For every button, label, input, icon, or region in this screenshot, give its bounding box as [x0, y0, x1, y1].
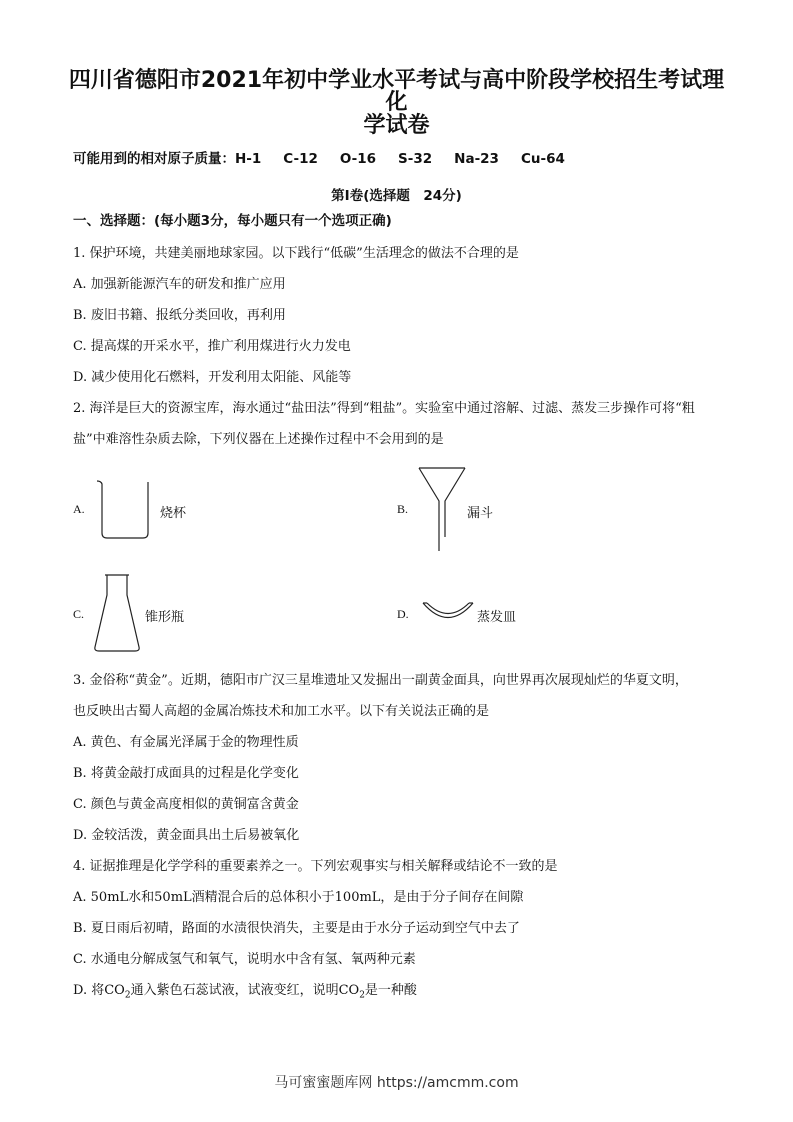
funnel-icon: [418, 467, 468, 553]
q1-option-a: A. 加强新能源汽车的研发和推广应用: [73, 277, 286, 292]
q4-option-c: C. 水通电分解成氢气和氧气，说明水中含有氢、氧两种元素: [73, 952, 416, 967]
footer-watermark: 马可蜜蜜题库网 https://amcmm.com: [274, 1075, 519, 1091]
q3-stem-line2: 也反映出古蜀人高超的金属冶炼技术和加工水平。以下有关说法正确的是: [73, 704, 490, 719]
exam-title-line2: 学试卷: [363, 113, 430, 138]
q3-option-a: A. 黄色、有金属光泽属于金的物理性质: [73, 735, 299, 750]
beaker-icon: [95, 478, 155, 540]
atomic-mass-s: S-32: [398, 151, 433, 167]
q2-option-c-name: 锥形瓶: [145, 610, 185, 625]
q1-option-d: D. 减少使用化石燃料，开发利用太阳能、风能等: [73, 370, 352, 385]
q2-option-b-letter: B.: [397, 502, 409, 516]
atomic-mass-c: C-12: [283, 151, 318, 167]
q4-stem: 4. 证据推理是化学学科的重要素养之一。下列宏观事实与相关解释或结论不一致的是: [73, 859, 558, 874]
q2-option-a-name: 烧杯: [160, 506, 187, 521]
exam-title-line1: 四川省德阳市2021年初中学业水平考试与高中阶段学校招生考试理化: [68, 68, 725, 115]
q3-option-b: B. 将黄金敲打成面具的过程是化学变化: [73, 766, 299, 781]
q4-option-d: D. 将$CO_2$通入紫色石蕊试液，试液变红，说明$CO_2$是一种酸: [73, 983, 417, 1001]
q1-option-b: B. 废旧书籍、报纸分类回收，再利用: [73, 308, 286, 323]
evaporating-dish-icon: [422, 598, 474, 626]
q2-stem-line2: 盐”中难溶性杂质去除，下列仪器在上述操作过程中不会用到的是: [73, 432, 444, 447]
q1-option-c: C. 提高煤的开采水平，推广利用煤进行火力发电: [73, 339, 351, 354]
part-heading: 一、选择题：(每小题3分，每小题只有一个选项正确): [73, 213, 392, 229]
atomic-masses: [73, 153, 565, 167]
q2-option-b-name: 漏斗: [467, 506, 494, 521]
q4-option-b: B. 夏日雨后初晴，路面的水渍很快消失，主要是由于水分子运动到空气中去了: [73, 921, 520, 936]
atomic-mass-na: Na-23: [454, 151, 499, 167]
atomic-masses-label: 可能用到的相对原子质量：: [73, 151, 235, 167]
q2-option-d-letter: D.: [397, 607, 409, 621]
q1-stem: 1. 保护环境，共建美丽地球家园。以下践行“低碳”生活理念的做法不合理的是: [73, 246, 519, 261]
q2-option-a-letter: A.: [73, 502, 85, 516]
q3-stem-line1: 3. 金俗称“黄金”。近期，德阳市广汉三星堆遗址又发掘出一副黄金面具，向世界再次展现灿烂的华夏文明，: [73, 673, 688, 688]
q3-option-d: D. 金较活泼，黄金面具出土后易被氧化: [73, 828, 300, 843]
q2-option-d-name: 蒸发皿: [477, 610, 517, 625]
conical-flask-icon: [92, 573, 142, 653]
q3-option-c: C. 颜色与黄金高度相似的黄铜富含黄金: [73, 797, 299, 812]
section-heading: 第Ⅰ卷(选择题 24分): [331, 188, 462, 204]
atomic-mass-cu: Cu-64: [520, 151, 565, 167]
atomic-mass-o: O-16: [339, 151, 377, 167]
q4-option-a: A. 50mL水和50mL酒精混合后的总体积小于100mL，是由于分子间存在间隙: [73, 890, 524, 905]
q2-option-c-letter: C.: [73, 607, 85, 621]
q2-stem-line1: 2. 海洋是巨大的资源宝库，海水通过“盐田法”得到“粗盐”。实验室中通过溶解、过滤、蒸发三步操作可将“粗: [73, 401, 695, 416]
atomic-mass-h: H-1: [235, 151, 262, 167]
